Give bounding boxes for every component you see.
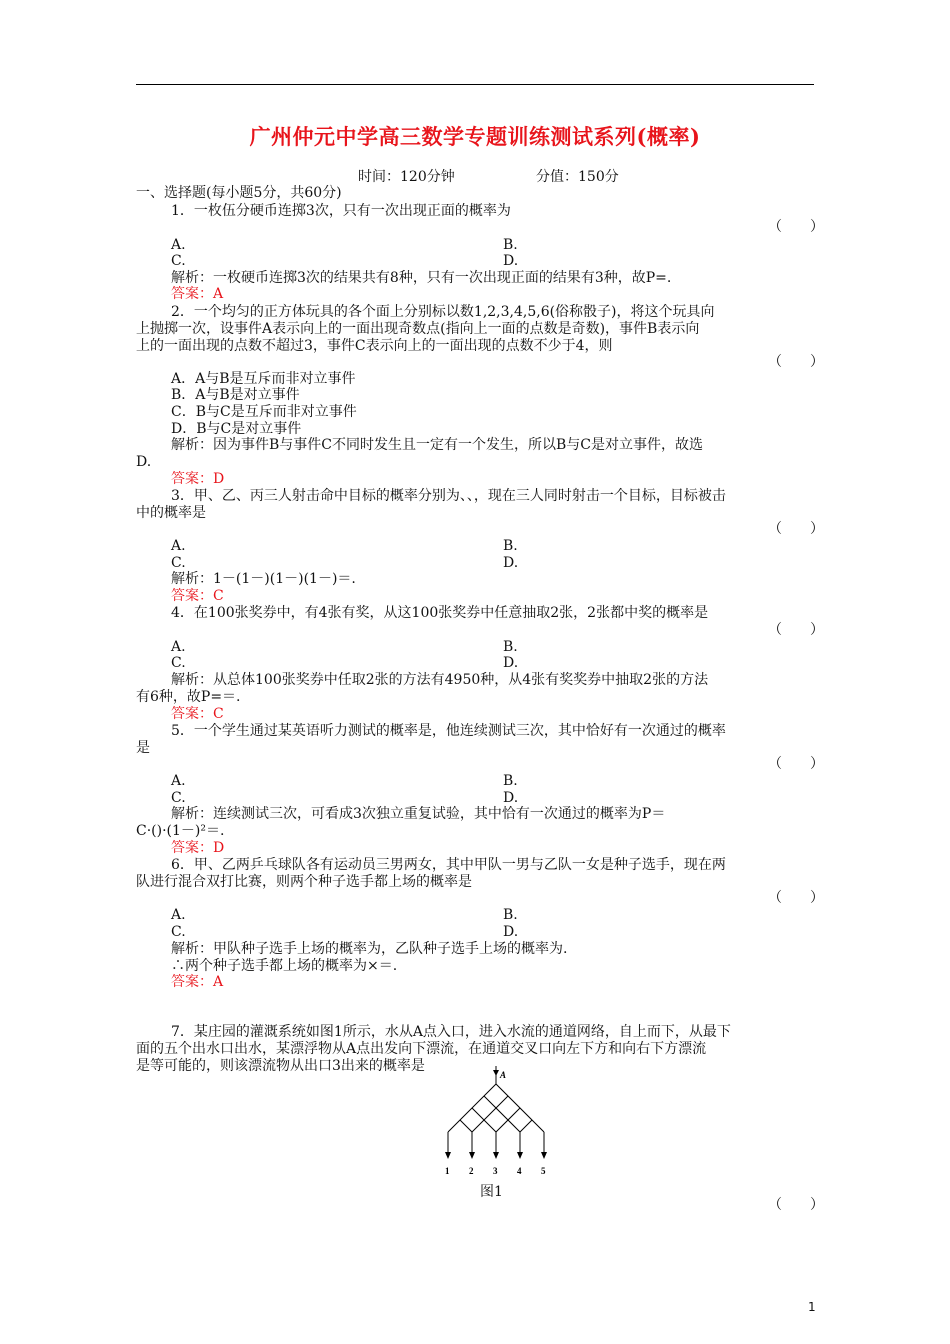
question-3-answer: 答案：C: [171, 588, 224, 604]
question-7-answer-blank: （ ）: [768, 1197, 824, 1213]
entry-label-a: A: [500, 1070, 507, 1080]
question-3-stem: 中的概率是: [136, 505, 206, 521]
question-1-option-b: B.: [503, 237, 518, 253]
question-5-option-d: D.: [503, 790, 519, 806]
question-1-option-c: C.: [171, 253, 186, 269]
question-2-option-c: C．B与C是互斥而非对立事件: [171, 404, 357, 420]
question-4-answer: 答案：C: [171, 706, 224, 722]
question-7-stem: 7．某庄园的灌溉系统如图1所示，水从A点入口，进入水流的通道网络，自上而下，从最下: [171, 1024, 731, 1040]
question-4-option-d: D.: [503, 655, 519, 671]
question-6-stem: 队进行混合双打比赛，则两个种子选手都上场的概率是: [136, 874, 472, 890]
outlet-label-3: 3: [493, 1166, 498, 1176]
question-2-option-b: B．A与B是对立事件: [171, 387, 300, 403]
question-4-analysis: 有6种，故P=＝.: [136, 689, 241, 705]
question-3-option-c: C.: [171, 555, 186, 571]
question-6-analysis: ∴两个种子选手都上场的概率为×＝.: [171, 958, 398, 974]
irrigation-network-diagram: [436, 1062, 556, 1180]
question-1-option-d: D.: [503, 253, 519, 269]
question-4-analysis: 解析：从总体100张奖券中任取2张的方法有4950种，从4张有奖奖券中抽取2张的方法: [171, 672, 709, 688]
section-heading: 一、选择题(每小题5分，共60分): [136, 185, 342, 201]
question-1-stem: 1．一枚伍分硬币连掷3次，只有一次出现正面的概率为: [171, 203, 511, 219]
question-4-option-b: B.: [503, 639, 518, 655]
time-limit: 时间：120分钟: [358, 169, 455, 185]
question-6-option-c: C.: [171, 924, 186, 940]
question-6-answer: 答案：A: [171, 974, 224, 990]
question-1-answer-blank: （ ）: [768, 219, 824, 235]
question-2-stem: 2．一个均匀的正方体玩具的各个面上分别标以数1,2,3,4,5,6(俗称骰子)，将这个玩具向: [171, 304, 715, 320]
question-5-answer-blank: （ ）: [768, 756, 824, 772]
question-6-analysis: 解析：甲队种子选手上场的概率为，乙队种子选手上场的概率为.: [171, 941, 568, 957]
outlet-label-5: 5: [541, 1166, 546, 1176]
question-2-answer: 答案：D: [171, 471, 225, 487]
question-4-option-a: A.: [171, 639, 186, 655]
question-3-stem: 3．甲、乙、丙三人射击命中目标的概率分别为、、，现在三人同时射击一个目标，目标被击: [171, 488, 726, 504]
figure-caption: 图1: [480, 1184, 503, 1200]
question-4-stem: 4．在100张奖券中，有4张有奖，从这100张奖券中任意抽取2张，2张都中奖的概率是: [171, 605, 709, 621]
question-5-stem: 是: [136, 740, 150, 756]
question-6-option-b: B.: [503, 907, 518, 923]
question-2-answer-blank: （ ）: [768, 354, 824, 370]
outlet-label-4: 4: [517, 1166, 522, 1176]
question-3-option-a: A.: [171, 538, 186, 554]
question-2-stem: 上抛掷一次，设事件A表示向上的一面出现奇数点(指向上一面的点数是奇数)，事件B表示向: [136, 321, 700, 337]
outlet-label-1: 1: [445, 1166, 450, 1176]
question-3-answer-blank: （ ）: [768, 521, 824, 537]
question-2-option-a: A．A与B是互斥而非对立事件: [171, 371, 356, 387]
question-2-analysis: D.: [136, 454, 152, 470]
question-1-answer: 答案：A: [171, 286, 224, 302]
question-5-option-a: A.: [171, 773, 186, 789]
question-2-stem: 上的一面出现的点数不超过3，事件C表示向上的一面出现的点数不少于4，则: [136, 338, 613, 354]
question-4-answer-blank: （ ）: [768, 622, 824, 638]
question-7-stem: 面的五个出水口出水，某漂浮物从A点出发向下漂流，在通道交叉口向左下方和向右下方漂流: [136, 1041, 707, 1057]
question-4-option-c: C.: [171, 655, 186, 671]
question-1-analysis: 解析：一枚硬币连掷3次的结果共有8种，只有一次出现正面的结果有3种，故P=.: [171, 270, 672, 286]
total-score: 分值：150分: [536, 169, 619, 185]
question-6-stem: 6．甲、乙两乒乓球队各有运动员三男两女，其中甲队一男与乙队一女是种子选手，现在两: [171, 857, 726, 873]
question-2-option-d: D．B与C是对立事件: [171, 421, 302, 437]
question-2-analysis: 解析：因为事件B与事件C不同时发生且一定有一个发生，所以B与C是对立事件，故选: [171, 437, 703, 453]
question-6-option-a: A.: [171, 907, 186, 923]
question-5-stem: 5．一个学生通过某英语听力测试的概率是，他连续测试三次，其中恰好有一次通过的概率: [171, 723, 726, 739]
outlet-label-2: 2: [469, 1166, 474, 1176]
question-6-option-d: D.: [503, 924, 519, 940]
question-7-stem: 是等可能的，则该漂流物从出口3出来的概率是: [136, 1058, 425, 1074]
question-5-analysis: 解析：连续测试三次，可看成3次独立重复试验，其中恰有一次通过的概率为P＝: [171, 806, 666, 822]
page-number: 1: [808, 1300, 816, 1314]
header-rule: [136, 84, 814, 85]
question-5-answer: 答案：D: [171, 840, 225, 856]
question-3-analysis: 解析：1－(1－)(1－)(1－)＝.: [171, 571, 356, 587]
question-3-option-d: D.: [503, 555, 519, 571]
question-5-option-c: C.: [171, 790, 186, 806]
question-5-analysis: C·()·(1－)²＝.: [136, 823, 225, 839]
page-title: 广州仲元中学高三数学专题训练测试系列(概率): [249, 124, 701, 149]
question-5-option-b: B.: [503, 773, 518, 789]
question-3-option-b: B.: [503, 538, 518, 554]
question-1-option-a: A.: [171, 237, 186, 253]
question-6-answer-blank: （ ）: [768, 890, 824, 906]
